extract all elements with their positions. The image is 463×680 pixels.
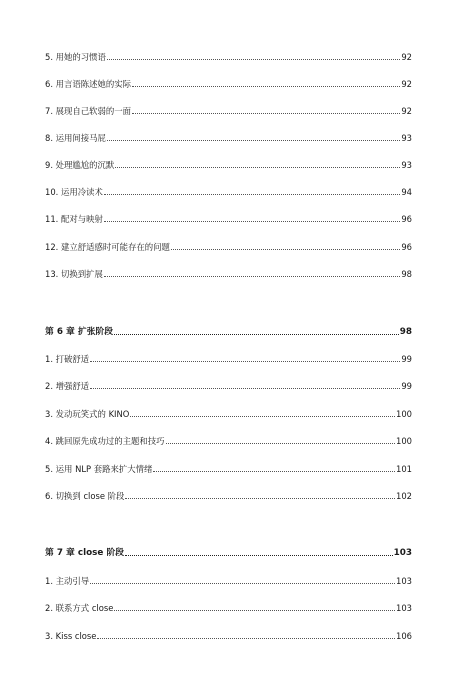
- toc-entry-page: 94: [401, 187, 412, 197]
- toc-entry[interactable]: [45, 267, 412, 281]
- toc-entry-page: 103: [396, 603, 412, 613]
- toc-entry-title: 1. 打破舒适: [45, 354, 90, 364]
- toc-chapter-title: 第 6 章 扩张阶段: [45, 327, 114, 337]
- toc-entry-title: 12. 建立舒适感时可能存在的问题: [45, 242, 170, 252]
- toc-entry-page: 92: [401, 79, 412, 89]
- toc-leader-dots: [90, 379, 400, 389]
- toc-entry[interactable]: [45, 379, 412, 393]
- toc-leader-dots: [171, 240, 400, 250]
- toc-entry-page: 96: [401, 214, 412, 224]
- toc-entry[interactable]: [45, 77, 412, 91]
- toc-leader-dots: [90, 574, 395, 584]
- toc-entry-page: 98: [401, 269, 412, 279]
- toc-entry[interactable]: [45, 489, 412, 503]
- toc-entry-page: 93: [401, 160, 412, 170]
- toc-entry[interactable]: [45, 240, 412, 254]
- toc-entry[interactable]: [45, 158, 412, 172]
- toc-chapter-7[interactable]: [45, 546, 412, 560]
- toc-entry-page: 99: [401, 354, 412, 364]
- toc-entry-page: 101: [396, 464, 412, 474]
- toc-leader-dots: [132, 77, 400, 87]
- toc-leader-dots: [115, 158, 400, 168]
- toc-leader-dots: [132, 104, 400, 114]
- toc-leader-dots: [97, 629, 395, 639]
- toc-leader-dots: [107, 50, 400, 60]
- toc-leader-dots: [104, 267, 400, 277]
- toc-entry-title: 6. 切换到 close 阶段: [45, 491, 125, 501]
- toc-leader-dots: [114, 601, 395, 611]
- toc-chapter-6[interactable]: [45, 325, 412, 339]
- toc-entry[interactable]: [45, 407, 412, 421]
- toc-entry-title: 7. 展现自己软弱的一面: [45, 106, 132, 116]
- toc-leader-dots: [107, 131, 400, 141]
- toc-entry-title: 2. 联系方式 close: [45, 603, 114, 613]
- toc-leader-dots: [104, 212, 400, 222]
- toc-chapter-page: 103: [393, 548, 412, 558]
- toc-entry-title: 10. 运用冷读术: [45, 187, 103, 197]
- toc-entry-title: 2. 增强舒适: [45, 381, 90, 391]
- toc-entry-title: 4. 跳回原先成功过的主题和技巧: [45, 436, 165, 446]
- toc-entry-title: 5. 运用 NLP 套路来扩大情绪: [45, 464, 153, 474]
- toc-entry-title: 6. 用言语陈述她的实际: [45, 79, 132, 89]
- toc-entry[interactable]: [45, 434, 412, 448]
- toc-entry-title: 13. 切换到扩展: [45, 269, 103, 279]
- toc-entry-page: 106: [396, 631, 412, 641]
- toc-leader-dots: [166, 434, 395, 444]
- toc-leader-dots: [130, 407, 395, 417]
- toc-leader-dots: [125, 489, 395, 499]
- toc-entry-title: 3. Kiss close: [45, 631, 97, 641]
- toc-entry-page: 92: [401, 106, 412, 116]
- toc-entry[interactable]: [45, 601, 412, 615]
- toc-entry-page: 92: [401, 52, 412, 62]
- toc-leader-dots: [125, 546, 393, 556]
- toc-leader-dots: [114, 325, 399, 335]
- toc-entry-page: 99: [401, 381, 412, 391]
- toc-entry-page: 96: [401, 242, 412, 252]
- toc-entry-title: 3. 发动玩笑式的 KINO: [45, 409, 130, 419]
- toc-chapter-title: 第 7 章 close 阶段: [45, 548, 125, 558]
- toc-entry[interactable]: [45, 185, 412, 199]
- toc-entry[interactable]: [45, 50, 412, 64]
- toc-leader-dots: [104, 185, 400, 195]
- toc-entry-title: 1. 主动引导: [45, 576, 90, 586]
- toc-entry-title: 5. 用她的习惯语: [45, 52, 106, 62]
- toc-entry-title: 8. 运用间接马屁: [45, 133, 106, 143]
- toc-chapter-page: 98: [399, 327, 412, 337]
- toc-entry[interactable]: [45, 629, 412, 643]
- toc-entry[interactable]: [45, 574, 412, 588]
- toc-leader-dots: [153, 462, 395, 472]
- toc-entry-page: 100: [396, 409, 412, 419]
- toc-entry-page: 93: [401, 133, 412, 143]
- toc-entry-page: 103: [396, 576, 412, 586]
- toc-entry-page: 100: [396, 436, 412, 446]
- toc-entry[interactable]: [45, 104, 412, 118]
- toc-leader-dots: [90, 352, 400, 362]
- toc-entry[interactable]: [45, 462, 412, 476]
- toc-entry-title: 9. 处理尴尬的沉默: [45, 160, 115, 170]
- toc-entry-title: 11. 配对与映射: [45, 214, 103, 224]
- toc-entry[interactable]: [45, 352, 412, 366]
- toc-entry-page: 102: [396, 491, 412, 501]
- toc-entry[interactable]: [45, 212, 412, 226]
- toc-entry[interactable]: [45, 131, 412, 145]
